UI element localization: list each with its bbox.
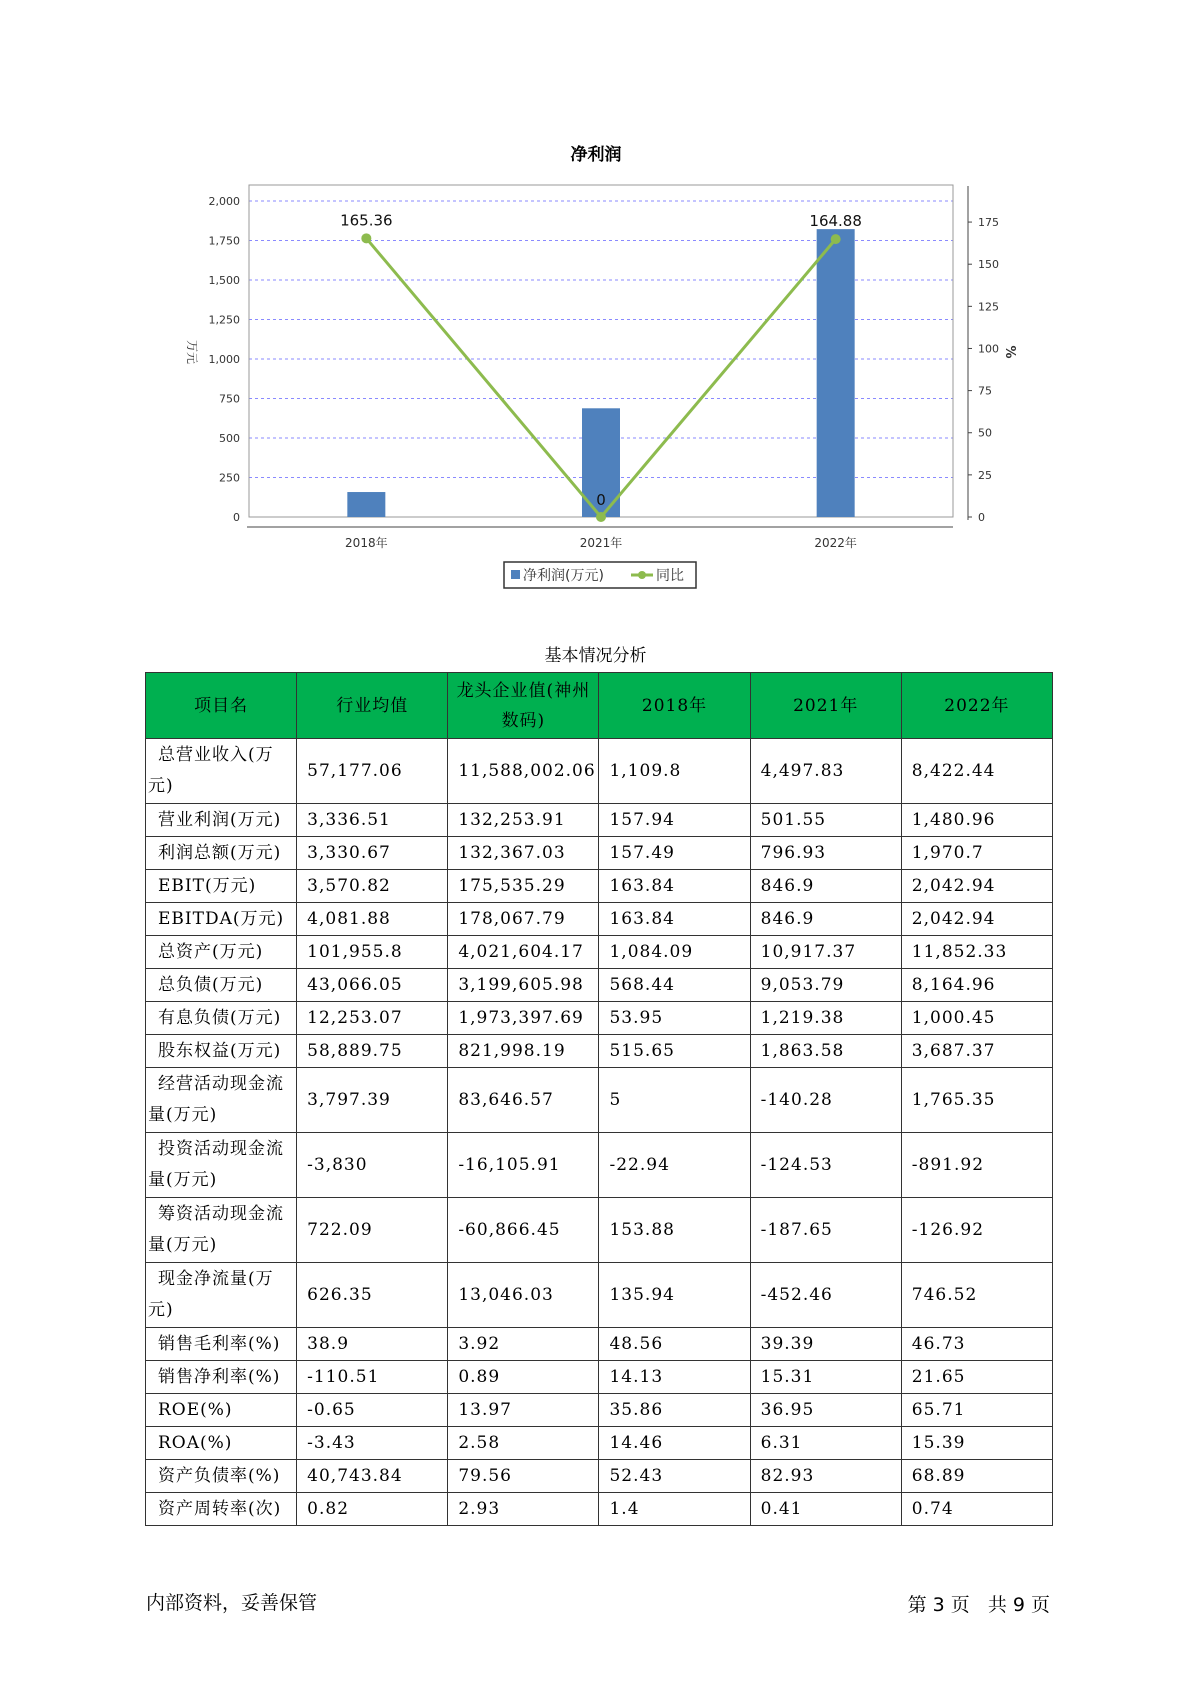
page-prefix: 第 [907,1594,927,1616]
x-tick-label: 2022年 [814,536,857,550]
row-label-cell: 销售净利率(%) [146,1361,297,1394]
value-cell: 52.43 [599,1460,750,1493]
y2-tick-label: 25 [978,468,992,482]
y2-tick-label: 125 [978,300,999,314]
header-cell: 龙头企业值(神州数码) [448,673,599,739]
bar-series [347,229,854,517]
y2-tick-label: 100 [978,342,999,356]
row-label-cell: 资产周转率(次) [146,1493,297,1526]
bar-2 [817,229,855,517]
value-cell: -110.51 [297,1361,448,1394]
value-cell: 163.84 [599,903,750,936]
value-cell: 821,998.19 [448,1035,599,1068]
row-label-cell: 股东权益(万元) [146,1035,297,1068]
value-cell: 515.65 [599,1035,750,1068]
y2-tick-label: 150 [978,258,999,272]
value-cell: 57,177.06 [297,739,448,804]
value-cell: 175,535.29 [448,870,599,903]
value-cell: 9,053.79 [750,969,901,1002]
value-cell: 5 [599,1068,750,1133]
value-cell: 12,253.07 [297,1002,448,1035]
table-row [146,1328,1053,1361]
total-prefix: 共 [987,1594,1007,1616]
row-label-cell: 资产负债率(%) [146,1460,297,1493]
value-cell: 3,336.51 [297,804,448,837]
value-cell: 1,863.58 [750,1035,901,1068]
value-cell: 3.92 [448,1328,599,1361]
net-profit-chart [0,0,1191,600]
value-cell: 14.46 [599,1427,750,1460]
table-row [146,1068,1053,1133]
table-row [146,1460,1053,1493]
value-cell: -140.28 [750,1068,901,1133]
value-cell: 157.49 [599,837,750,870]
y-tick-label: 2,000 [208,195,240,208]
row-label-cell: 总资产(万元) [146,936,297,969]
value-cell: -3.43 [297,1427,448,1460]
value-cell: 14.13 [599,1361,750,1394]
value-cell: 0.41 [750,1493,901,1526]
table-header-row [146,673,1053,739]
table-row [146,1035,1053,1068]
value-cell: 53.95 [599,1002,750,1035]
value-cell: 846.9 [750,903,901,936]
table-row [146,1361,1053,1394]
row-label-cell: 销售毛利率(%) [146,1328,297,1361]
y-axis-title: 万元 [185,339,199,365]
value-cell: -16,105.91 [448,1133,599,1198]
row-label-cell: 总营业收入(万元) [146,739,297,804]
value-cell: 6.31 [750,1427,901,1460]
value-cell: 626.35 [297,1263,448,1328]
value-cell: 83,646.57 [448,1068,599,1133]
value-cell: 501.55 [750,804,901,837]
value-cell: 36.95 [750,1394,901,1427]
y-tick-label: 1,000 [208,353,240,366]
value-cell: 48.56 [599,1328,750,1361]
value-cell: 68.89 [901,1460,1052,1493]
value-cell: 79.56 [448,1460,599,1493]
table-row [146,1198,1053,1263]
value-cell: -452.46 [750,1263,901,1328]
value-cell: 0.82 [297,1493,448,1526]
value-cell: -60,866.45 [448,1198,599,1263]
y-tick-label: 500 [219,432,240,445]
value-cell: 3,797.39 [297,1068,448,1133]
data-label: 0 [596,491,606,509]
value-cell: -187.65 [750,1198,901,1263]
value-cell: 1,109.8 [599,739,750,804]
table-row [146,1493,1053,1526]
y2-tick-label: 50 [978,426,992,440]
value-cell: 2.93 [448,1493,599,1526]
row-label-cell: 现金净流量(万元) [146,1263,297,1328]
yoy-point-2 [831,234,841,244]
value-cell: 10,917.37 [750,936,901,969]
value-cell: 1,219.38 [750,1002,901,1035]
table-row [146,1394,1053,1427]
value-cell: 38.9 [297,1328,448,1361]
value-cell: 21.65 [901,1361,1052,1394]
x-tick-label: 2021年 [579,536,623,550]
y-tick-label: 750 [219,392,240,406]
value-cell: 11,588,002.06 [448,739,599,804]
value-cell: 3,570.82 [297,870,448,903]
chart-svg [0,0,1191,600]
y2-tick-label: 0 [978,511,985,524]
footer-page-number [905,1590,1053,1617]
page-suffix: 页 [950,1594,970,1616]
value-cell: 35.86 [599,1394,750,1427]
value-cell: 4,497.83 [750,739,901,804]
row-label-cell: ROE(%) [146,1394,297,1427]
table-row [146,1133,1053,1198]
y2-tick-label: 175 [978,216,999,230]
table-row [146,739,1053,804]
value-cell: 568.44 [599,969,750,1002]
table-row [146,936,1053,969]
value-cell: 796.93 [750,837,901,870]
value-cell: 132,367.03 [448,837,599,870]
legend-label: 同比 [656,568,684,584]
value-cell: 2,042.94 [901,870,1052,903]
value-cell: 1,480.96 [901,804,1052,837]
value-cell: 1,973,397.69 [448,1002,599,1035]
row-label-cell: EBIT(万元) [146,870,297,903]
value-cell: 0.89 [448,1361,599,1394]
chart-title: 净利润 [570,145,622,165]
legend [504,562,696,588]
x-tick-label: 2018年 [345,536,388,550]
value-cell: 15.31 [750,1361,901,1394]
value-cell: 101,955.8 [297,936,448,969]
value-cell: 39.39 [750,1328,901,1361]
value-cell: 1,765.35 [901,1068,1052,1133]
table-row [146,870,1053,903]
value-cell: 13,046.03 [448,1263,599,1328]
y-tick-label: 0 [233,511,240,524]
yoy-point-0 [361,233,371,243]
value-cell: 135.94 [599,1263,750,1328]
value-cell: 153.88 [599,1198,750,1263]
value-cell: 4,081.88 [297,903,448,936]
value-cell: 846.9 [750,870,901,903]
value-cell: 1,084.09 [599,936,750,969]
table-row [146,804,1053,837]
value-cell: -124.53 [750,1133,901,1198]
row-label-cell: ROA(%) [146,1427,297,1460]
total-suffix: 页 [1030,1594,1050,1616]
header-cell: 2022年 [901,673,1052,739]
value-cell: 40,743.84 [297,1460,448,1493]
page-num: 3 [932,1594,945,1616]
value-cell: 58,889.75 [297,1035,448,1068]
value-cell: 0.74 [901,1493,1052,1526]
value-cell: 43,066.05 [297,969,448,1002]
legend-swatch-dot [638,571,646,579]
row-label-cell: 筹资活动现金流量(万元) [146,1198,297,1263]
value-cell: 1.4 [599,1493,750,1526]
basic-analysis-table [145,672,1053,1526]
value-cell: -22.94 [599,1133,750,1198]
total-num: 9 [1012,1594,1025,1616]
table-title: 基本情况分析 [544,646,647,666]
value-cell: -0.65 [297,1394,448,1427]
value-cell: 178,067.79 [448,903,599,936]
row-label-cell: 利润总额(万元) [146,837,297,870]
value-cell: 3,687.37 [901,1035,1052,1068]
data-label: 164.88 [809,212,862,231]
table-row [146,1263,1053,1328]
legend-label: 净利润(万元) [523,568,604,584]
row-label-cell: 投资活动现金流量(万元) [146,1133,297,1198]
value-cell: 65.71 [901,1394,1052,1427]
value-cell: -891.92 [901,1133,1052,1198]
table-row [146,969,1053,1002]
value-cell: 2,042.94 [901,903,1052,936]
value-cell: 8,422.44 [901,739,1052,804]
row-label-cell: 经营活动现金流量(万元) [146,1068,297,1133]
table-row [146,1427,1053,1460]
row-label-cell: 有息负债(万元) [146,1002,297,1035]
value-cell: 82.93 [750,1460,901,1493]
value-cell: 3,330.67 [297,837,448,870]
yoy-point-1 [596,512,606,522]
legend-swatch-bar [511,570,520,579]
value-cell: 1,000.45 [901,1002,1052,1035]
y-tick-label: 250 [219,471,240,485]
data-label: 165.36 [340,211,393,230]
header-cell: 2018年 [599,673,750,739]
value-cell: 4,021,604.17 [448,936,599,969]
value-cell: 1,970.7 [901,837,1052,870]
footer-confidential-note: 内部资料，妥善保管 [146,1592,318,1614]
header-cell: 2021年 [750,673,901,739]
value-cell: 46.73 [901,1328,1052,1361]
value-cell: 8,164.96 [901,969,1052,1002]
value-cell: -3,830 [297,1133,448,1198]
value-cell: -126.92 [901,1198,1052,1263]
table-row [146,837,1053,870]
table-row [146,903,1053,936]
header-cell: 行业均值 [297,673,448,739]
value-cell: 746.52 [901,1263,1052,1328]
value-cell: 2.58 [448,1427,599,1460]
value-cell: 157.94 [599,804,750,837]
value-cell: 722.09 [297,1198,448,1263]
y-tick-label: 1,500 [208,274,240,287]
row-label-cell: 总负债(万元) [146,969,297,1002]
value-cell: 132,253.91 [448,804,599,837]
row-label-cell: EBITDA(万元) [146,903,297,936]
bar-0 [347,492,385,517]
y2-tick-label: 75 [978,384,992,398]
row-label-cell: 营业利润(万元) [146,804,297,837]
table-row [146,1002,1053,1035]
value-cell: 3,199,605.98 [448,969,599,1002]
value-cell: 13.97 [448,1394,599,1427]
value-cell: 163.84 [599,870,750,903]
y2-axis-title: % [1002,345,1017,359]
header-cell: 项目名 [146,673,297,739]
y-tick-label: 1,250 [208,313,240,327]
value-cell: 11,852.33 [901,936,1052,969]
y-tick-label: 1,750 [208,234,240,248]
value-cell: 15.39 [901,1427,1052,1460]
